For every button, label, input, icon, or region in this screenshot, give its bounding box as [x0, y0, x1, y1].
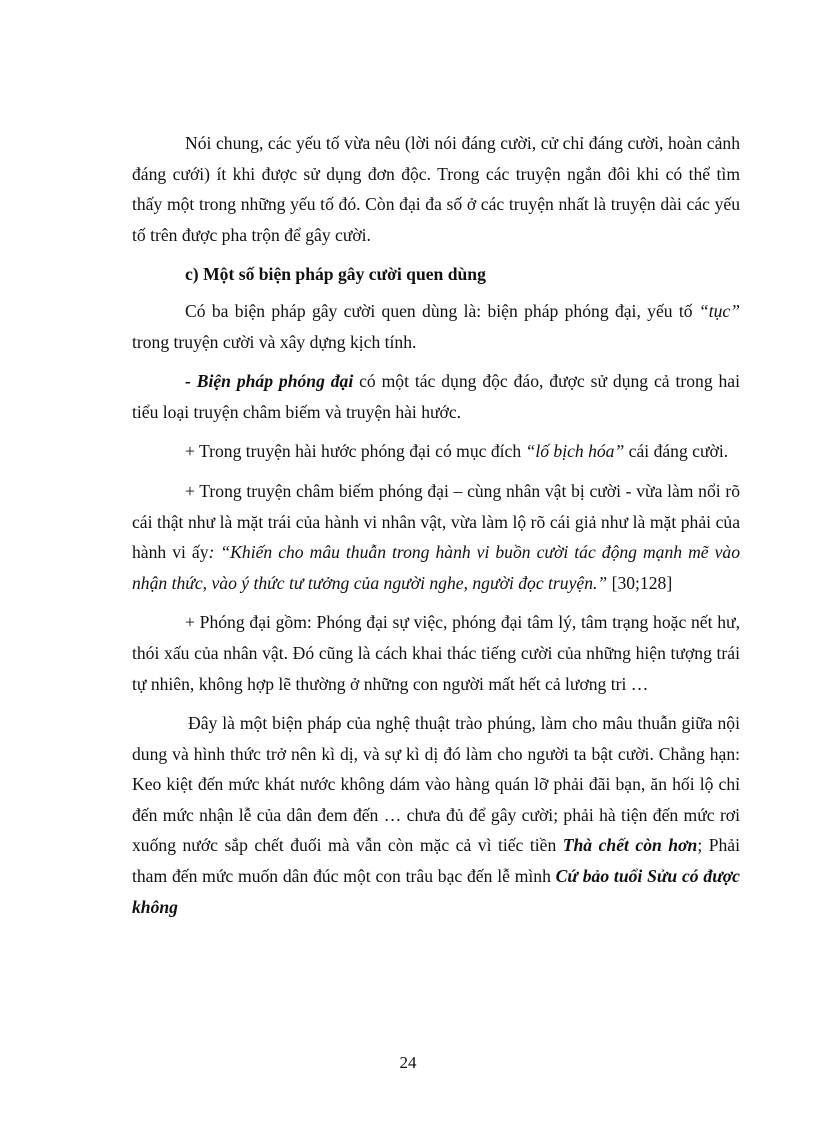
quoted-term-lo-bich-hoa: “lố bịch hóa” [525, 441, 625, 462]
paragraph-7-middle: ; Phải tham đến mức muốn dân đúc một con trâu bạc đến lễ mình [132, 835, 741, 887]
paragraph-4-tail: cái đáng cười. [624, 441, 729, 462]
paragraph-4 [132, 436, 740, 467]
paragraph-5-text: + Trong truyện châm biếm phóng đại – cùng nhân vật bị cười - vừa làm nổi rõ cái thật như là mặt trái của hành vi nhân vật, vừa làm lộ rõ cái giả như là mặt phải của hành vi ấy [132, 480, 740, 563]
quoted-term-tuc: “tục” [698, 300, 740, 321]
paragraph-2-tail: trong truyện cười và xây dựng kịch tính. [132, 331, 417, 352]
paragraph-1: Nói chung, các yếu tố vừa nêu (lời nói đáng cười, cử chỉ đáng cười, hoàn cảnh đáng cưới) ít khi được sử dụng đơn độc. Trong các truyện ngắn đôi khi có thể tìm thấy một trong những yếu tố đó. Còn đại đa số ở các truyện nhất là truyện dài các yếu tố trên được pha trộn để gây cười. [132, 133, 740, 245]
section-heading: c) Một số biện pháp gây cười quen dùng [185, 264, 486, 285]
paragraph-3 [132, 366, 740, 427]
page-number: 24 [399, 1053, 417, 1072]
paragraph-7 [132, 708, 740, 922]
italic-quotation: : “Khiến cho mâu thuẫn trong hành vi buồn cười tác động mạnh mẽ vào nhận thức, vào ý thức tư tưởng của người nghe, người đọc truyện.” [132, 542, 740, 593]
paragraph-3-text: có một tác dụng độc đáo, được sử dụng cả trong hai tiểu loại truyện châm biếm và truyện hài hước. [132, 371, 740, 422]
paragraph-2-text: Có ba biện pháp gây cười quen dùng là: biện pháp phóng đại, yếu tố [185, 300, 699, 321]
paragraph-7-text: Đây là một biện pháp của nghệ thuật trào phúng, làm cho mâu thuẫn giữa nội dung và hình thức trở nên kì dị, và sự kì dị đó làm cho người ta bật cười. Chẳng hạn: Keo kiệt đến mức khát nước không dám vào hàng quán lỡ phải đãi bạn, ăn hối lộ chỉ đến mức nhận lễ của dân đem đến … chưa đủ để gây cười; phải hà tiện đến mức rơi xuống nước sắp chết đuối mà vẫn còn mặc cả vì tiếc tiền [132, 713, 740, 856]
paragraph-4-text: + Trong truyện hài hước phóng đại có mục đích [185, 441, 526, 462]
paragraph-5 [132, 476, 740, 598]
paragraph-6: + Phóng đại gồm: Phóng đại sự việc, phóng đại tâm lý, tâm trạng hoặc nết hư, thói xấu của nhân vật. Đó cũng là cách khai thác tiếng cười của những hiện tượng trái tự nhiên, không hợp lẽ thường ở những con người mất hết cả lương tri … [132, 612, 740, 694]
example-phrase-2: Cứ bảo tuổi Sửu có được không [132, 866, 740, 917]
term-bien-phap-phong-dai: - Biện pháp phóng đại [185, 371, 354, 392]
paragraph-2 [132, 296, 740, 357]
page-content [132, 128, 740, 931]
citation: [30;128] [607, 572, 673, 593]
example-phrase-1: Thà chết còn hơn [562, 835, 698, 856]
